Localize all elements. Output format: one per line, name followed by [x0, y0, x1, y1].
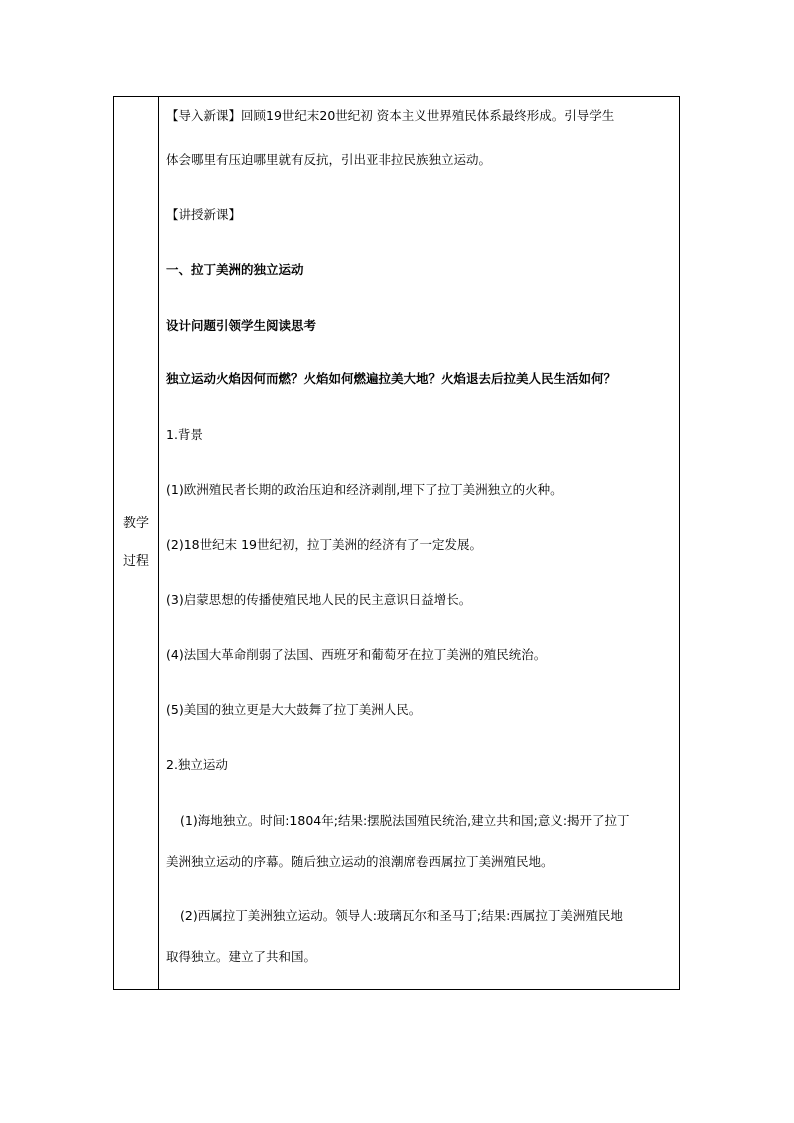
lesson-table: [113, 96, 680, 990]
background-heading: 1.背景: [166, 427, 203, 442]
row-label-line2: 过程: [122, 554, 149, 569]
guiding-questions: 独立运动火焰因何而燃？火焰如何燃遍拉美大地？火焰退去后拉美人民生活如何？: [166, 371, 617, 386]
independence-heading: 2.独立运动: [166, 757, 228, 772]
intro-line-2: 体会哪里有压迫哪里就有反抗，引出亚非拉民族独立运动。: [166, 152, 492, 167]
independence-item-2-line-1: (2)西属拉丁美洲独立运动。领导人:玻璃瓦尔和圣马丁;结果:西属拉丁美洲殖民地: [180, 908, 623, 923]
intro-line-1: 【导入新课】回顾19世纪末20世纪初 资本主义世界殖民体系最终形成。引导学生: [166, 108, 615, 123]
row-label-line1: 教学: [122, 516, 149, 531]
section-1-heading: 一、拉丁美洲的独立运动: [166, 262, 304, 277]
independence-item-1-line-2: 美洲独立运动的序幕。随后独立运动的浪潮席卷西属拉丁美洲殖民地。: [166, 854, 554, 869]
row-label-cell: [114, 97, 158, 989]
independence-item-1-line-1: (1)海地独立。时间:1804年;结果:摆脱法国殖民统治,建立共和国;意义:揭开了拉丁: [180, 813, 630, 828]
background-item-2: (2)18世纪末 19世纪初，拉丁美洲的经济有了一定发展。: [166, 537, 482, 552]
new-lesson-heading: 【讲授新课】: [166, 207, 242, 222]
independence-item-2-line-2: 取得独立。建立了共和国。: [166, 949, 317, 964]
background-item-3: (3)启蒙思想的传播使殖民地人民的民主意识日益增长。: [166, 592, 472, 607]
background-item-1: (1)欧洲殖民者长期的政治压迫和经济剥削,埋下了拉丁美洲独立的火种。: [166, 482, 563, 497]
design-note: 设计问题引领学生阅读思考: [166, 318, 317, 333]
background-item-4: (4)法国大革命削弱了法国、西班牙和葡萄牙在拉丁美洲的殖民统治。: [166, 647, 547, 662]
background-item-5: (5)美国的独立更是大大鼓舞了拉丁美洲人民。: [166, 702, 422, 717]
column-divider: [158, 97, 159, 989]
